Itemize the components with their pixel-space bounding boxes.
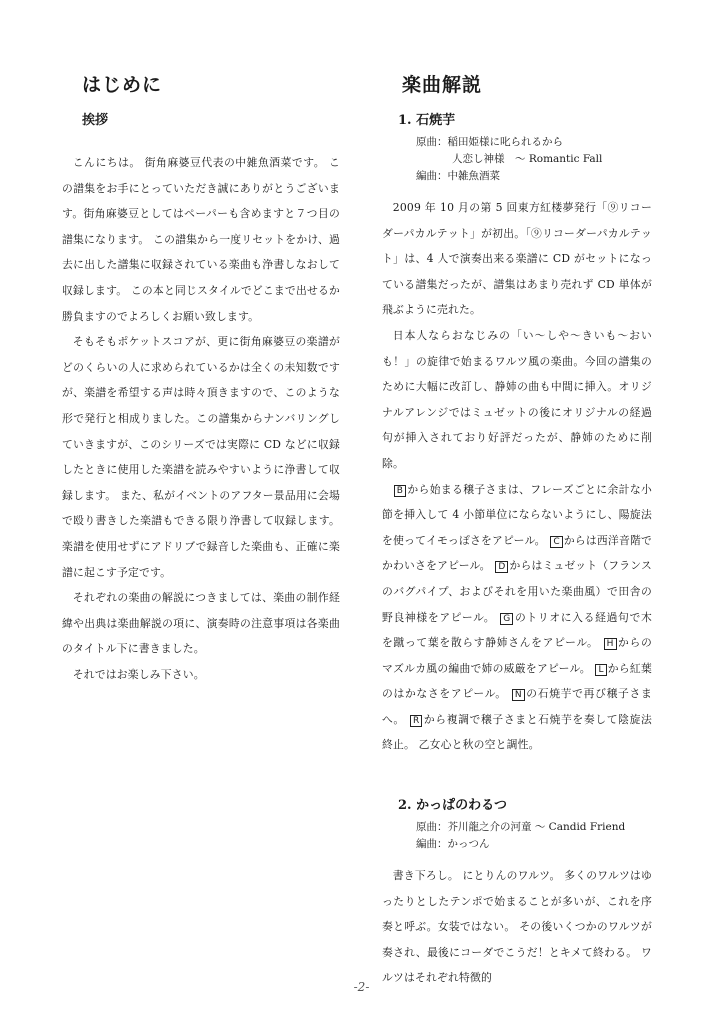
song-credits [416, 134, 652, 185]
arranger-credit: 編曲：かっつん [416, 838, 490, 851]
rehearsal-mark: B [394, 485, 406, 497]
text-run: のトリオに入る経過句で木を蹴って葉を散らす静姉さんをアピール。 [382, 610, 652, 650]
rehearsal-mark: N [512, 689, 525, 701]
section-title: 楽曲解説 [402, 74, 483, 96]
arranger-credit: 編曲：中雑魚酒菜 [416, 170, 500, 182]
page-number: -2- [353, 980, 370, 994]
text-run: からはミュゼット（フランスのバグパイプ、およびそれを用いた楽曲風）で田舎の野良神様をアピール。 [382, 559, 652, 624]
text-run: からのマズルカ風の編曲で姉の威厳をアピール。 [382, 636, 652, 675]
song-paragraph: 書き下ろし。 にとりんのワルツ。 多くのワルツはゆったりとしたテンポで始まることが多いが、これを序奏と呼ぶ。女装ではない。 その後いくつかのワルツが奏され、最後にコーダでこうだ！とキメて終わる。 ワルツはそれぞれ特徴的 [382, 869, 652, 985]
original-credit-cont: 人恋し神様 ～ Romantic Fall [452, 153, 603, 165]
rehearsal-mark: C [550, 536, 562, 548]
text-run: の石焼芋で再び穣子さまへ。 [382, 687, 653, 726]
greeting-subtitle: 挨拶 [82, 113, 109, 128]
song-heading: 1. 石焼芋 [398, 113, 456, 128]
greeting-paragraph: それぞれの楽曲の解説につきましては、楽曲の制作経緯や出典は楽曲解説の項に、演奏時の注意事項は各楽曲のタイトル下に書きました。 [62, 591, 340, 656]
greeting-paragraph: そもそもポケットスコアが、更に街角麻婆豆の楽譜がどのくらいの人に求められているかは全くの未知数ですが、楽譜を希望する声は時々頂きますので、このような形で発行と相成りました。この譜集からナンバリングしていきますが、このシリーズでは実際に CD などに収録したときに使用した楽譜を読みやすいように浄書して収録します。 また、私がイベントのアフター景品用に会場で殴り書きした楽譜もできる限り浄書して収録します。 楽譜を使用せずにアドリブで録音した楽曲も、正確に楽譜に起こす予定です。 [62, 335, 340, 579]
rehearsal-mark: D [495, 561, 508, 573]
section-gap [382, 758, 652, 794]
section-title: はじめに [82, 74, 163, 96]
song-paragraph: 日本人ならおなじみの「い～しや～きいも～おいも！」の旋律で始まるワルツ風の楽曲。今回の譜集のために大幅に改訂し、静姉の曲も中間に挿入。オリジナルアレンジではミュゼットの後にオリジナルの経過句が挿入されており好評だったが、静姉のために削除。 [382, 328, 652, 470]
original-credit: 原曲：芥川龍之介の河童 ～ Candid Friend [416, 821, 626, 834]
song-credits [416, 819, 652, 853]
text-run: から紅葉のはかなさをアピール。 [382, 661, 652, 701]
text-run: からは西洋音階でかわいさをアピール。 [382, 533, 652, 573]
right-column [382, 70, 652, 991]
original-credit: 原曲：稲田姫様に叱られるから [416, 136, 563, 148]
left-column [62, 70, 340, 687]
song-paragraph: 2009 年 10 月の第 5 回東方紅楼夢発行「⑨リコーダーパカルテット」が初出。「⑨リコーダーパカルテット」は、4 人で演奏出来る楽譜に CD がセットになっている譜集だったが、譜集はあまり売れず CD 単体が飛ぶように売れた。 [382, 201, 652, 317]
greeting-paragraph: こんにちは。 街角麻婆豆代表の中雑魚酒菜です。 この譜集をお手にとっていただき誠にありがとうございます。街角麻婆豆としてはペーパーも含めますと７つ目の譜集になります。 この譜集から一度リセットをかけ、過去に出した譜集に収録されている楽曲も浄書しなおして収録します。 この本と同じスタイルでどこまで出せるか勝負ますのでよろしくお願い致します。 [62, 156, 340, 323]
rehearsal-mark: G [500, 613, 513, 625]
rehearsal-mark: H [604, 638, 617, 650]
text-run: から始まる穣子さまは、フレーズごとに余計な小節を挿入して 4 小節単位にならないようにし、陽旋法を使ってイモっぽさをアピール。 [382, 482, 652, 547]
song-paragraph [382, 477, 652, 759]
greeting-paragraph: それではお楽しみ下さい。 [72, 667, 205, 681]
text-run: から複調で穣子さまと石焼芋を奏して陰旋法終止。 乙女心と秋の空と調性。 [382, 712, 652, 752]
rehearsal-mark: R [410, 715, 422, 727]
rehearsal-mark: L [595, 664, 606, 676]
song-heading: 2. かっぱのわるつ [398, 798, 507, 814]
